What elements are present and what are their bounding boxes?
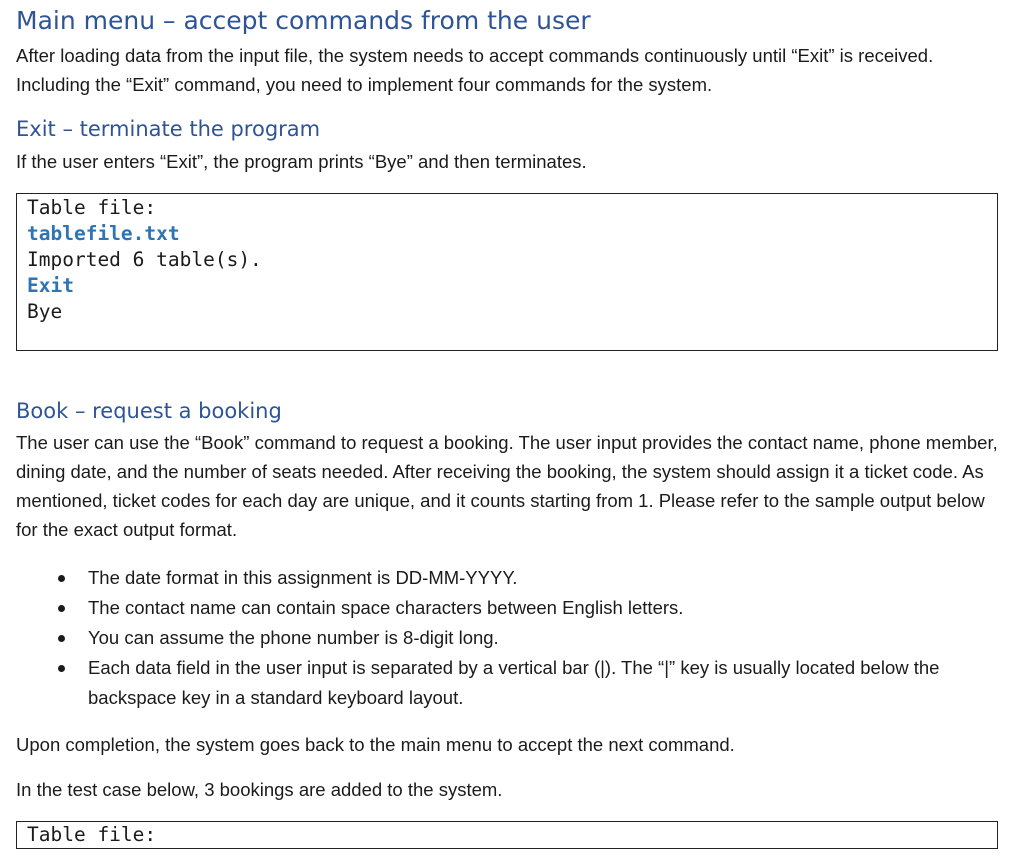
console-user-input: tablefile.txt [27, 222, 180, 245]
list-item-text: The contact name can contain space characters between English letters. [88, 597, 684, 618]
bullet-icon [58, 605, 65, 612]
exit-heading: Exit – terminate the program [16, 117, 321, 141]
list-item [16, 653, 976, 713]
console-output-line: Table file: [27, 823, 157, 846]
bullet-icon [58, 635, 65, 642]
main-menu-intro: After loading data from the input file, the system needs to accept commands continuously until “Exit” is received. Including the “Exit” command, you need to implement four commands for the system. [16, 45, 934, 95]
list-item [16, 593, 976, 623]
console-output-line: Table file: [27, 196, 157, 219]
console-user-input: Exit [27, 274, 74, 297]
book-sample-output [16, 821, 998, 849]
list-item-text: The date format in this assignment is DD-MM-YYYY. [88, 567, 518, 588]
list-item-text: You can assume the phone number is 8-digit long. [88, 627, 499, 648]
bullet-icon [58, 575, 65, 582]
list-item [16, 623, 976, 653]
list-item-text: Each data field in the user input is separated by a vertical bar (|). The “|” key is usually located below the backspace key in a standard keyboard layout. [88, 657, 940, 708]
exit-description: If the user enters “Exit”, the program prints “Bye” and then terminates. [16, 151, 587, 172]
completion-text: Upon completion, the system goes back to the main menu to accept the next command. [16, 734, 735, 755]
console-output-line: Imported 6 table(s). [27, 248, 262, 271]
console-output-line: Bye [27, 300, 63, 323]
exit-sample-output [16, 193, 998, 351]
book-description: The user can use the “Book” command to request a booking. The user input provides the contact name, phone member, dining date, and the number of seats needed. After receiving the booking, the system should assign it a ticket code. As mentioned, ticket codes for each day are unique, and it counts starting from 1. Please refer to the sample output below for the exact output format. [16, 432, 998, 540]
book-rules-list [16, 563, 976, 713]
test-case-note: In the test case below, 3 bookings are added to the system. [16, 779, 503, 800]
book-heading: Book – request a booking [16, 399, 282, 423]
main-menu-heading: Main menu – accept commands from the user [16, 6, 591, 35]
list-item [16, 563, 976, 593]
bullet-icon [58, 665, 65, 672]
